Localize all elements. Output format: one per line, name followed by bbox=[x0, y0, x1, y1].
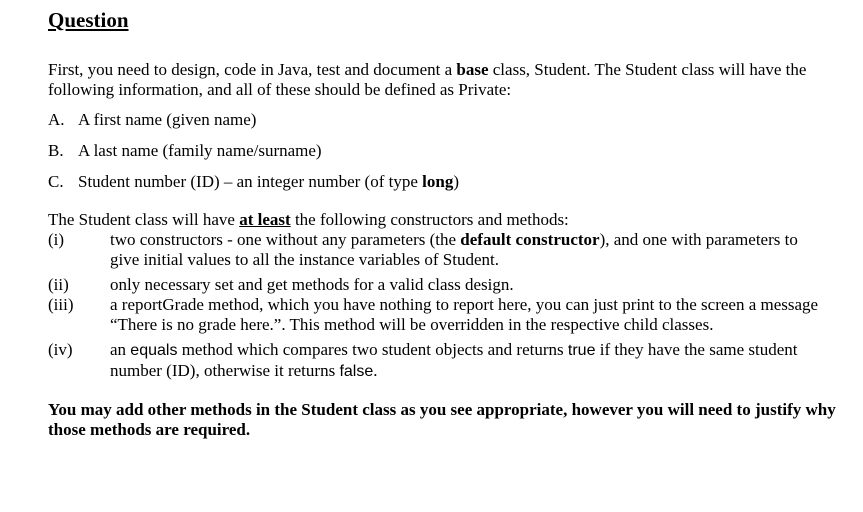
type-long-keyword: long bbox=[422, 172, 454, 191]
true-keyword: true bbox=[567, 342, 596, 359]
attribute-label: C. bbox=[48, 172, 64, 191]
methods-list bbox=[48, 230, 848, 382]
intro-base-keyword: base bbox=[456, 60, 489, 79]
attribute-label: A. bbox=[48, 110, 65, 129]
method-iv-text-1: an bbox=[110, 340, 131, 359]
question-heading: Question bbox=[48, 8, 129, 32]
method-label: (iv) bbox=[48, 340, 73, 359]
method-iv-text-4: . bbox=[373, 361, 378, 380]
attribute-text: Student number (ID) – an integer number (of type bbox=[78, 172, 423, 191]
intro-text-2: class, Student. The Student class will have the following information, and all of these should be defined as Private: bbox=[48, 60, 807, 99]
method-iv-text-2: method which compares two student objects and returns bbox=[177, 340, 568, 359]
attribute-text-group bbox=[78, 172, 459, 192]
attribute-text: A last name (family name/surname) bbox=[78, 141, 322, 160]
false-keyword: false bbox=[339, 363, 374, 380]
method-item-equals bbox=[48, 340, 848, 382]
method-label: (ii) bbox=[48, 275, 69, 294]
attribute-list bbox=[48, 110, 848, 192]
intro-text-1: First, you need to design, code in Java, test and document a bbox=[48, 60, 457, 79]
method-item-set-get bbox=[48, 275, 848, 295]
method-text bbox=[110, 230, 848, 270]
attribute-item-first-name bbox=[48, 110, 848, 130]
method-text: a reportGrade method, which you have nothing to report here, you can just print to the screen a message “There is no grade here.”. This method will be overridden in the respective child classes. bbox=[110, 295, 819, 334]
methods-intro-text-1: The Student class will have bbox=[48, 210, 240, 229]
method-item-constructors bbox=[48, 230, 848, 270]
intro-paragraph bbox=[48, 60, 848, 100]
method-i-text-1: two constructors - one without any parameters (the bbox=[110, 230, 461, 249]
method-text bbox=[110, 340, 848, 382]
document bbox=[48, 6, 848, 440]
method-label: (iii) bbox=[48, 295, 74, 314]
method-iv-text-3: if they have the same student number (ID), otherwise it returns bbox=[110, 340, 798, 380]
attribute-text-end: ) bbox=[453, 172, 460, 191]
method-text: only necessary set and get methods for a valid class design. bbox=[110, 275, 514, 294]
attribute-text: A first name (given name) bbox=[78, 110, 257, 129]
attribute-label: B. bbox=[48, 141, 64, 160]
attribute-item-student-number bbox=[48, 172, 848, 192]
method-label: (i) bbox=[48, 230, 65, 249]
method-item-report-grade bbox=[48, 295, 848, 335]
closing-note: You may add other methods in the Student class as you see appropriate, however you will need to justify why those methods are required. bbox=[48, 400, 836, 439]
at-least-emphasis: at least bbox=[239, 210, 291, 229]
methods-intro bbox=[48, 210, 848, 230]
method-i-text-2: ), and one with parameters to give initial values to all the instance variables of Student. bbox=[110, 230, 798, 269]
methods-intro-text-2: the following constructors and methods: bbox=[290, 210, 569, 229]
attribute-item-last-name bbox=[48, 141, 848, 161]
equals-keyword: equals bbox=[130, 342, 178, 359]
default-constructor-keyword: default constructor bbox=[460, 230, 600, 249]
